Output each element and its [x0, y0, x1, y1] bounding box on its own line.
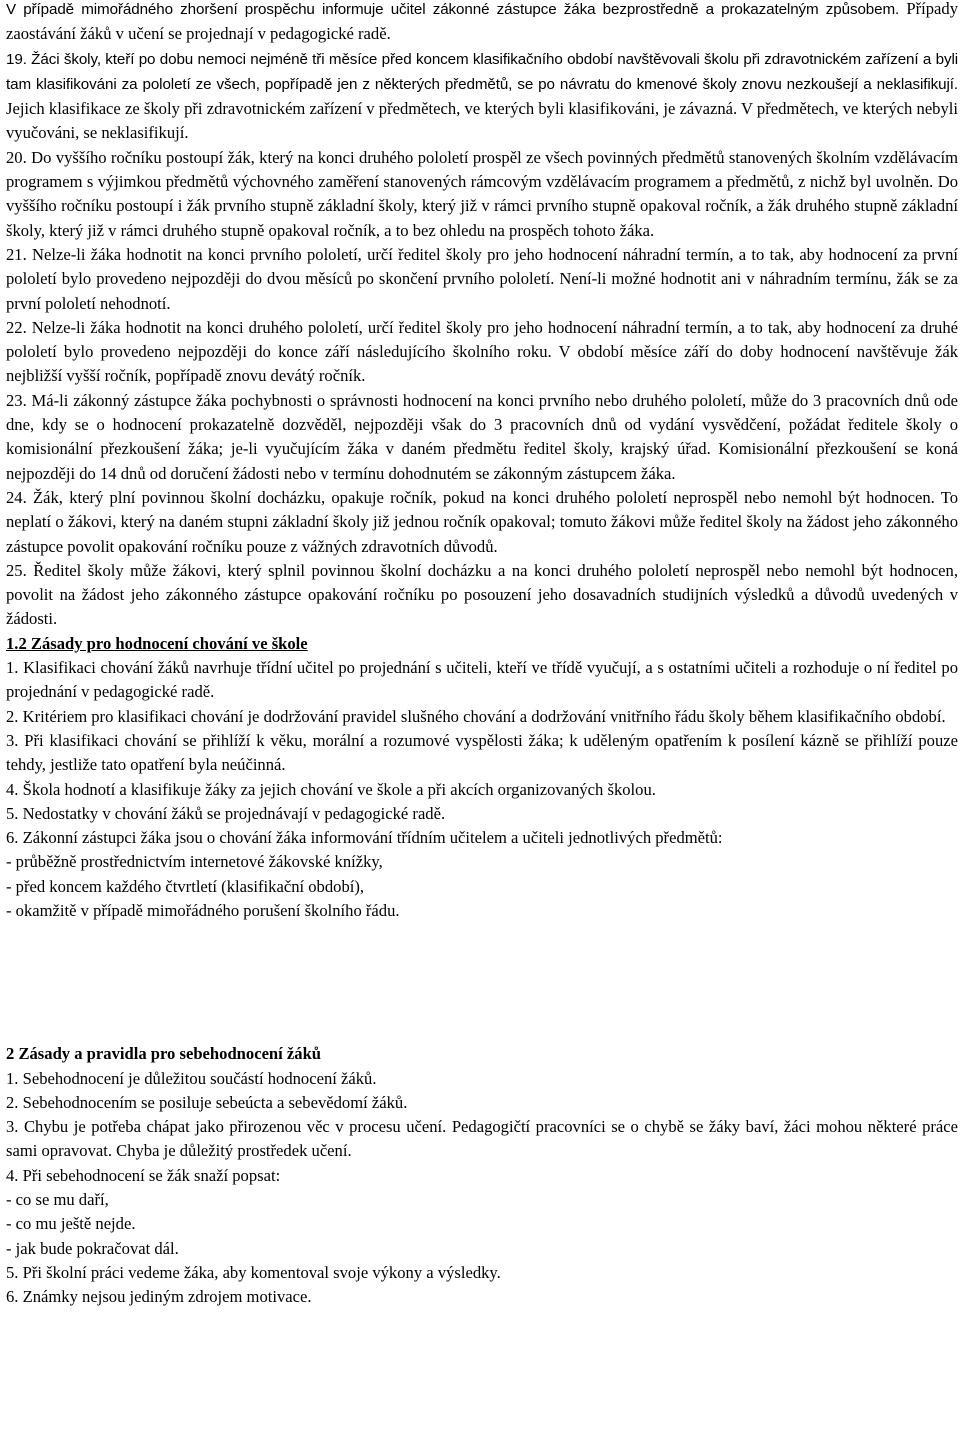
- paragraph-22: 22. Nelze-li žáka hodnotit na konci druhého pololetí, určí ředitel školy pro jeho hodnocení náhradní termín, a to tak, aby hodnocení za druhé pololetí bylo provedeno nejpozději do konce září následujícího školního roku. V období měsíce září do doby hodnocení navštěvuje žák nejbližší vyšší ročník, popřípadě znovu devátý ročník.: [6, 317, 958, 386]
- self-eval-item-3: 3. Chybu je potřeba chápat jako přirozenou věc v procesu učení. Pedagogičtí pracovníci se o chybě se žáky baví, žáci mohou některé práce sami opravovat. Chyba je důležitý prostředek učení.: [6, 1117, 958, 1161]
- paragraph-20: 20. Do vyššího ročníku postoupí žák, který na konci druhého pololetí prospěl ze všech povinných předmětů stanovených školním vzdělávacím programem s výjimkou předmětů výchovného zaměření stanovených rámcovým vzdělávacím programem a předmětů, z nichž byl uvolněn. Do vyššího ročníku postoupí i žák prvního stupně základní školy, který již v rámci prvního stupně opakoval ročník, a žák druhého stupně základní školy, který již v rámci druhého stupně opakoval ročník, a to bez ohledu na prospěch tohoto žáka.: [6, 147, 958, 240]
- self-eval-item-4: 4. Při sebehodnocení se žák snaží popsat:: [6, 1165, 281, 1185]
- paragraph-23: 23. Má-li zákonný zástupce žáka pochybnosti o správnosti hodnocení na konci prvního nebo druhého pololetí, může do 3 pracovních dnů ode dne, kdy se o hodnocení prokazatelně dozvěděl, nejpozději však do 3 pracovních dnů od vydání vysvědčení, požádat ředitele školy o komisionální přezkoušení žáka; je-li vyučujícím žáka v daném předmětu ředitel školy, krajský úřad. Komisionální přezkoušení se koná nejpozději do 14 dnů od doručení žádosti nebo v termínu dohodnutém se zákonným zástupcem žáka.: [6, 390, 958, 483]
- behavior-item-4: 4. Škola hodnotí a klasifikuje žáky za jejich chování ve škole a při akcích organizovaných školou.: [6, 779, 656, 799]
- behavior-bullet-2: - před koncem každého čtvrtletí (klasifikační období),: [6, 876, 365, 896]
- self-eval-item-5: 5. Při školní práci vedeme žáka, aby komentoval svoje výkony a výsledky.: [6, 1262, 501, 1282]
- self-eval-bullet-1: - co se mu daří,: [6, 1190, 109, 1210]
- behavior-item-6: 6. Zákonní zástupci žáka jsou o chování žáka informování třídním učitelem a učiteli jednotlivých předmětů:: [6, 828, 723, 848]
- self-eval-item-6: 6. Známky nejsou jediným zdrojem motivace.: [6, 1287, 312, 1307]
- self-eval-bullet-3: - jak bude pokračovat dál.: [6, 1238, 179, 1258]
- paragraph-24: 24. Žák, který plní povinnou školní docházku, opakuje ročník, pokud na konci druhého pololetí neprospěl nebo nemohl být hodnocen. To neplatí o žákovi, který na daném stupni základní školy již jednou ročník opakoval; tomuto žákovi může ředitel školy na žádost jeho zákonného zástupce povolit opakování ročníku pouze z vážných zdravotních důvodů.: [6, 487, 958, 556]
- paragraph-25: 25. Ředitel školy může žákovi, který splnil povinnou školní docházku a na konci druhého pololetí neprospěl nebo nemohl být hodnocen, povolit na žádost jeho zákonného zástupce opakování ročníku po posouzení jeho dosavadních studijních výsledků a důvodů uvedených v žádosti.: [6, 560, 958, 629]
- paragraph-top: [6, 0, 958, 47]
- self-eval-bullet-2: - co mu ještě nejde.: [6, 1214, 136, 1234]
- behavior-item-2: 2. Kritériem pro klasifikaci chování je dodržování pravidel slušného chování a dodržování vnitřního řádu školy během klasifikačního období.: [6, 706, 946, 726]
- paragraph-19-sans: 19. Žáci školy, kteří po dobu nemoci nejméně tři měsíce před koncem klasifikačního období navštěvovali školu při zdravotnickém zařízení a byli tam klasifikováni za pololetí ze všech, popřípadě jen z některých předmětů, se po návratu do kmenové školy znovu nezkoušejí a neklasifikují.: [6, 50, 958, 93]
- paragraph-19-serif: Jejich klasifikace ze školy při zdravotnickém zařízení v předmětech, ve kterých byli klasifikováni, je závazná. V předmětech, ve kterých nebyli vyučováni, se neklasifikují.: [6, 99, 958, 143]
- paragraph-19: [6, 47, 958, 146]
- document-page: [6, 0, 958, 1310]
- section-2-heading: 2 Zásady a pravidla pro sebehodnocení žáků: [6, 1044, 322, 1064]
- paragraph-top-serif: Případy zaostávání žáků v učení se projednají v pedagogické radě.: [6, 0, 959, 44]
- behavior-bullet-3: - okamžitě v případě mimořádného porušení školního řádu.: [6, 900, 400, 920]
- behavior-item-3: 3. Při klasifikaci chování se přihlíží k věku, morální a rozumové vyspělosti žáka; k uděleným opatřením k posílení kázně se přihlíží pouze tehdy, jestliže tato opatření byla neúčinná.: [6, 730, 958, 775]
- self-eval-item-1: 1. Sebehodnocení je důležitou součástí hodnocení žáků.: [6, 1068, 377, 1088]
- section-gap: [6, 923, 958, 1042]
- self-eval-item-2: 2. Sebehodnocením se posiluje sebeúcta a sebevědomí žáků.: [6, 1092, 408, 1112]
- paragraph-top-sans: V případě mimořádného zhoršení prospěchu informuje učitel zákonné zástupce žáka bezprostředně a prokazatelným způsobem.: [6, 1, 900, 18]
- paragraph-21: 21. Nelze-li žáka hodnotit na konci prvního pololetí, určí ředitel školy pro jeho hodnocení náhradní termín, a to tak, aby hodnocení za první pololetí bylo provedeno nejpozději do dvou měsíců po skončení prvního pololetí. Není-li možné hodnotit ani v náhradním termínu, žák se za první pololetí nehodnotí.: [6, 244, 958, 313]
- behavior-item-1: 1. Klasifikaci chování žáků navrhuje třídní učitel po projednání s učiteli, kteří ve třídě vyučují, a s ostatními učiteli a rozhoduje o ní ředitel po projednání v pedagogické radě.: [6, 658, 958, 702]
- section-1-2-heading: 1.2 Zásady pro hodnocení chování ve škole: [6, 633, 308, 653]
- behavior-bullet-1: - průběžně prostřednictvím internetové žákovské knížky,: [6, 852, 383, 872]
- behavior-item-5: 5. Nedostatky v chování žáků se projednávají v pedagogické radě.: [6, 803, 446, 823]
